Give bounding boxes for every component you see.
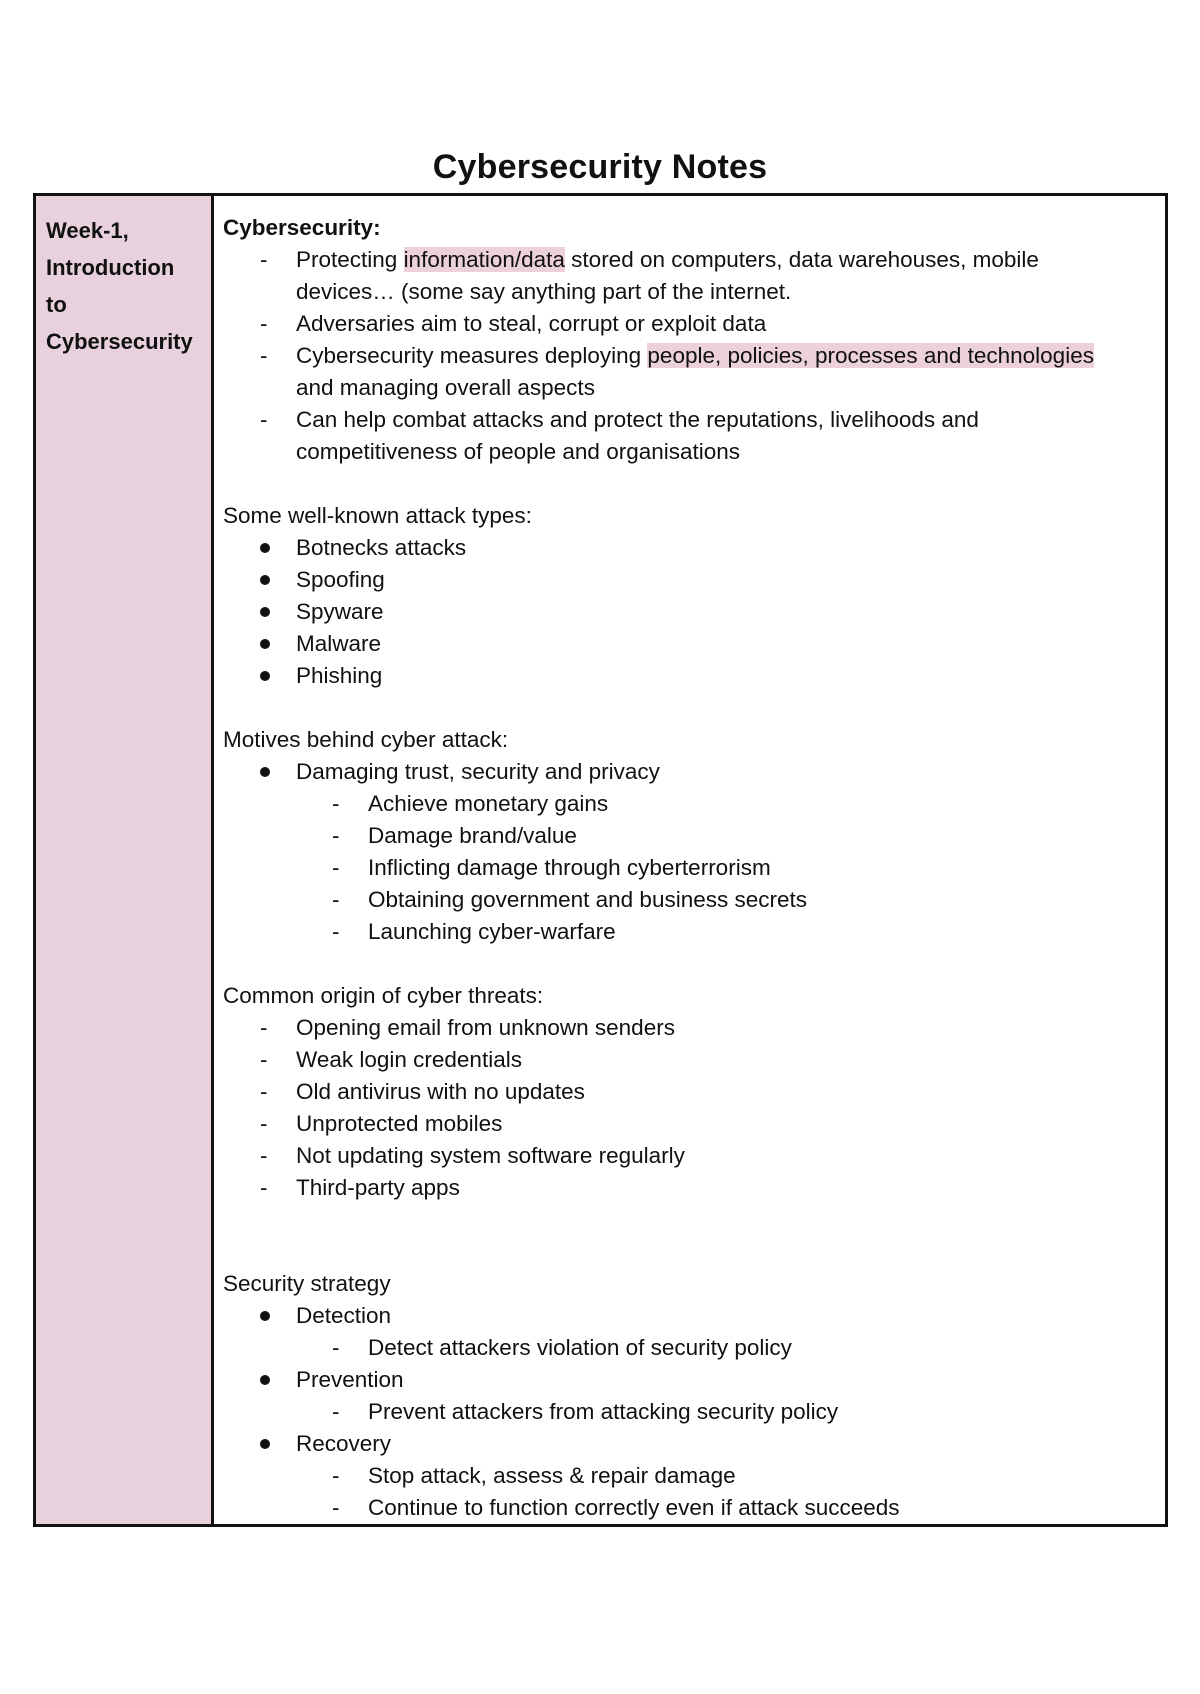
dash-marker: -	[260, 247, 268, 272]
sub-list-item	[223, 1492, 1165, 1524]
dash-marker: -	[332, 823, 340, 848]
bullet-icon	[260, 543, 270, 553]
dash-list-item	[223, 1076, 1165, 1108]
motives-heading: Motives behind cyber attack:	[223, 727, 509, 752]
week-label-line: Cybersecurity	[46, 329, 193, 354]
sub-list-item	[223, 852, 1165, 884]
sub-list-item	[223, 820, 1165, 852]
dash-marker: -	[260, 1143, 268, 1168]
dash-marker: -	[260, 1047, 268, 1072]
dash-list-item	[223, 1108, 1165, 1140]
dash-marker: -	[260, 311, 268, 336]
dash-marker: -	[260, 1175, 268, 1200]
dash-marker: -	[260, 343, 268, 368]
dash-marker: -	[260, 1111, 268, 1136]
item-text: Opening email from unknown senders	[296, 1015, 675, 1040]
dash-marker: -	[332, 855, 340, 880]
dash-marker: -	[332, 791, 340, 816]
item-continuation: devices… (some say anything part of the internet.	[296, 279, 792, 304]
item-text: Prevent attackers from attacking security policy	[368, 1399, 839, 1424]
bullet-list-item	[223, 756, 1165, 788]
bullet-icon	[260, 575, 270, 585]
item-text: Detection	[296, 1303, 392, 1328]
bullet-icon	[260, 1311, 270, 1321]
attack-types-heading: Some well-known attack types:	[223, 503, 532, 528]
cybersecurity-heading: Cybersecurity:	[223, 215, 381, 240]
item-text: Phishing	[296, 663, 383, 688]
dash-marker: -	[332, 887, 340, 912]
highlighted-text: people, policies, processes and technologies	[647, 343, 1094, 368]
bullet-icon	[260, 607, 270, 617]
item-text: Unprotected mobiles	[296, 1111, 503, 1136]
bullet-list-item	[223, 1364, 1165, 1396]
dash-marker: -	[332, 1399, 340, 1424]
item-text: Detect attackers violation of security policy	[368, 1335, 792, 1360]
notes-content-cell	[214, 196, 1165, 1524]
item-text: Old antivirus with no updates	[296, 1079, 585, 1104]
origins-heading: Common origin of cyber threats:	[223, 983, 544, 1008]
bullet-list-item	[223, 660, 1165, 692]
item-text: Third-party apps	[296, 1175, 460, 1200]
dash-list-item	[223, 1044, 1165, 1076]
dash-list-item	[223, 404, 1165, 436]
item-text: Cybersecurity measures deploying	[296, 343, 648, 368]
item-text: Botnecks attacks	[296, 535, 467, 560]
bullet-list-item	[223, 1428, 1165, 1460]
bullet-list-item	[223, 628, 1165, 660]
sub-list-item	[223, 788, 1165, 820]
bullet-icon	[260, 671, 270, 681]
sub-list-item	[223, 1396, 1165, 1428]
dash-marker: -	[260, 1015, 268, 1040]
dash-list-item	[223, 244, 1165, 276]
item-text: Recovery	[296, 1431, 392, 1456]
item-text: Continue to function correctly even if attack succeeds	[368, 1495, 900, 1520]
bullet-list-item	[223, 564, 1165, 596]
bullet-list-item	[223, 1300, 1165, 1332]
item-text: Obtaining government and business secrets	[368, 887, 808, 912]
notes-table	[33, 193, 1168, 1527]
week-label-line: Introduction	[46, 255, 175, 280]
week-label-line: to	[46, 292, 67, 317]
item-continuation: and managing overall aspects	[296, 375, 595, 400]
item-text: stored on computers, data warehouses, mobile	[564, 247, 1039, 272]
dash-marker: -	[260, 407, 268, 432]
item-continuation: competitiveness of people and organisations	[296, 439, 741, 464]
item-text: Inflicting damage through cyberterrorism	[368, 855, 771, 880]
item-text: Stop attack, assess & repair damage	[368, 1463, 736, 1488]
bullet-icon	[260, 1439, 270, 1449]
week-label-line: Week-1,	[46, 218, 129, 243]
dash-marker: -	[260, 1079, 268, 1104]
item-text: Not updating system software regularly	[296, 1143, 685, 1168]
sub-list-item	[223, 884, 1165, 916]
highlighted-text: information/data	[403, 247, 565, 272]
item-text: Damaging trust, security and privacy	[296, 759, 660, 784]
item-text: Protecting	[296, 247, 404, 272]
item-text: Launching cyber-warfare	[368, 919, 616, 944]
dash-list-item	[223, 1172, 1165, 1204]
bullet-list-item	[223, 596, 1165, 628]
item-text: Damage brand/value	[368, 823, 577, 848]
item-text: Prevention	[296, 1367, 404, 1392]
page-title: Cybersecurity Notes	[432, 148, 768, 186]
dash-list-item	[223, 1140, 1165, 1172]
item-text: Weak login credentials	[296, 1047, 522, 1072]
dash-list-item	[223, 1012, 1165, 1044]
sub-list-item	[223, 1332, 1165, 1364]
dash-list-item	[223, 340, 1165, 372]
dash-marker: -	[332, 1335, 340, 1360]
item-text: Spyware	[296, 599, 384, 624]
item-text: Adversaries aim to steal, corrupt or exploit data	[296, 311, 767, 336]
week-label-cell	[36, 196, 214, 1524]
sub-list-item	[223, 1460, 1165, 1492]
item-text: Can help combat attacks and protect the reputations, livelihoods and	[296, 407, 979, 432]
dash-marker: -	[332, 1495, 340, 1520]
item-text: Achieve monetary gains	[368, 791, 609, 816]
dash-marker: -	[332, 919, 340, 944]
bullet-list-item	[223, 532, 1165, 564]
dash-list-item	[223, 308, 1165, 340]
dash-marker: -	[332, 1463, 340, 1488]
strategy-heading: Security strategy	[223, 1271, 391, 1296]
bullet-icon	[260, 639, 270, 649]
sub-list-item	[223, 916, 1165, 948]
bullet-icon	[260, 1375, 270, 1385]
item-text: Malware	[296, 631, 382, 656]
bullet-icon	[260, 767, 270, 777]
item-text: Spoofing	[296, 567, 385, 592]
